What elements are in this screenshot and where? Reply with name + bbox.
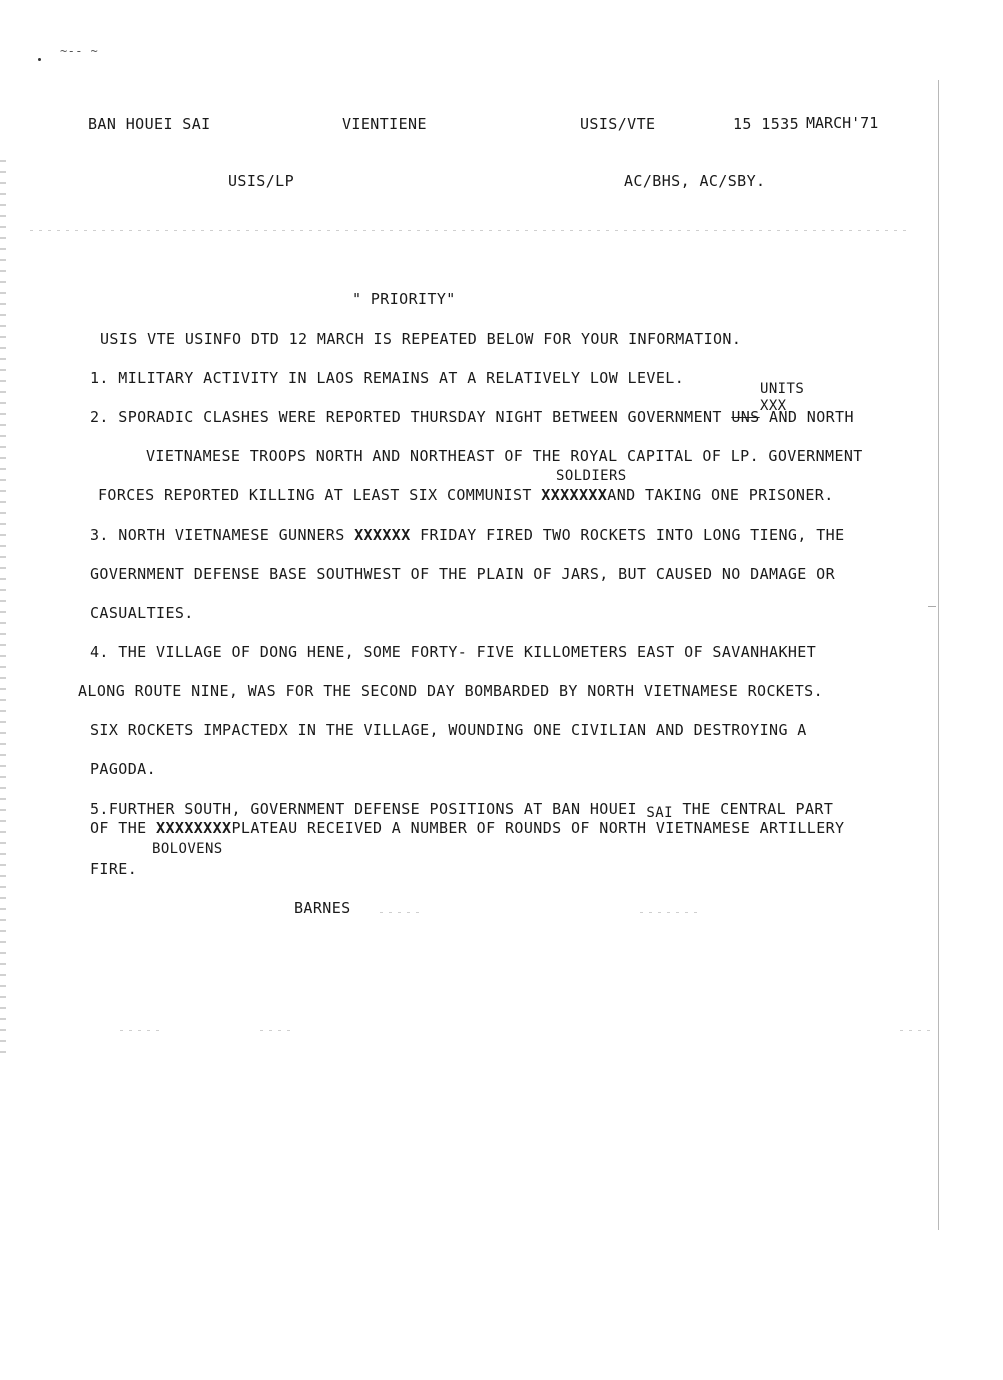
paragraph-3-line-1	[90, 526, 845, 544]
p5-line2-text-a: OF THE	[90, 819, 147, 837]
insert-soldiers: SOLDIERS	[556, 468, 627, 484]
page-edge-left-noise	[0, 160, 6, 1060]
signature: BARNES	[294, 899, 351, 917]
p5-line1-text-a: 5.FURTHER SOUTH, GOVERNMENT DEFENSE POSITIONS AT BAN HOUEI	[90, 800, 637, 818]
struck-xxx: XXX	[760, 398, 787, 414]
ink-smudge-mark: ~-- ~	[60, 44, 99, 58]
paragraph-4-line-4: PAGODA.	[90, 760, 157, 778]
paragraph-5-line-1	[90, 800, 833, 819]
p3-struck-block: XXXXXX	[354, 526, 411, 544]
p5-line2-text-b: PLATEAU RECEIVED A NUMBER OF ROUNDS OF NORTH VIETNAMESE ARTILLERY	[231, 819, 845, 837]
paragraph-3-line-3: CASUALTIES.	[90, 604, 194, 622]
paragraph-4-line-2: ALONG ROUTE NINE, WAS FOR THE SECOND DAY BOMBARDED BY NORTH VIETNAMESE ROCKETS.	[78, 682, 824, 700]
paragraph-3-line-2: GOVERNMENT DEFENSE BASE SOUTHWEST OF THE PLAIN OF JARS, BUT CAUSED NO DAMAGE OR	[90, 565, 836, 583]
scan-artifact	[260, 1030, 290, 1031]
header-info: USIS/LP	[228, 172, 295, 190]
insert-bolovens: BOLOVENS	[152, 841, 223, 857]
header-month-year: MARCH'71	[806, 114, 879, 132]
scan-artifact	[120, 1030, 160, 1031]
header-office: USIS/VTE	[580, 115, 656, 133]
p2-line3-text-a: FORCES REPORTED KILLING AT LEAST SIX COMMUNIST	[98, 486, 532, 504]
page-edge-right	[938, 80, 939, 1230]
p2-struck-block: XXXXXXX	[541, 486, 608, 504]
paragraph-1: 1. MILITARY ACTIVITY IN LAOS REMAINS AT A RELATIVELY LOW LEVEL.	[90, 369, 685, 387]
header-to: VIENTIENE	[342, 115, 427, 133]
intro-line: USIS VTE USINFO DTD 12 MARCH IS REPEATED BELOW FOR YOUR INFORMATION.	[100, 330, 742, 348]
p3-line1-text-b: FRIDAY FIRED TWO ROCKETS INTO LONG TIENG, THE	[420, 526, 845, 544]
p2-struck-word: UNS	[731, 408, 760, 426]
edge-mark	[928, 606, 936, 607]
header-from: BAN HOUEI SAI	[88, 115, 211, 133]
p5-struck-block: XXXXXXXX	[156, 819, 232, 837]
paragraph-2-line-2: VIETNAMESE TROOPS NORTH AND NORTHEAST OF THE ROYAL CAPITAL OF LP. GOVERNMENT	[146, 447, 863, 465]
p3-line1-text-a: 3. NORTH VIETNAMESE GUNNERS	[90, 526, 345, 544]
scan-artifact	[900, 1030, 930, 1031]
paragraph-4-line-1: 4. THE VILLAGE OF DONG HENE, SOME FORTY- FIVE KILLOMETERS EAST OF SAVANHAKHET	[90, 643, 817, 661]
insert-units: UNITS	[760, 381, 805, 397]
p2-line3-text-b: AND TAKING ONE PRISONER.	[607, 486, 834, 504]
scan-artifact	[380, 912, 420, 913]
p2-line1-text-a: 2. SPORADIC CLASHES WERE REPORTED THURSDAY NIGHT BETWEEN GOVERNMENT	[90, 408, 722, 426]
insert-sai: SAI	[646, 805, 673, 821]
header-routing: AC/BHS, AC/SBY.	[624, 172, 766, 190]
scan-artifact	[640, 912, 700, 913]
paragraph-4-line-3: SIX ROCKETS IMPACTEDX IN THE VILLAGE, WOUNDING ONE CIVILIAN AND DESTROYING A	[90, 721, 807, 739]
paragraph-2-line-3	[98, 486, 834, 504]
ink-dot	[38, 58, 41, 61]
paragraph-5-line-2	[90, 819, 844, 837]
p5-line1-text-b: THE CENTRAL PART	[682, 800, 834, 818]
header-datetime: 15 1535	[733, 115, 800, 133]
paragraph-5-line-3: FIRE.	[90, 860, 138, 878]
precedence-line: " PRIORITY"	[352, 290, 456, 308]
faint-rule	[30, 230, 910, 231]
paragraph-2-line-1	[90, 408, 854, 426]
p2-line1-text-b: AND NORTH	[769, 408, 854, 426]
